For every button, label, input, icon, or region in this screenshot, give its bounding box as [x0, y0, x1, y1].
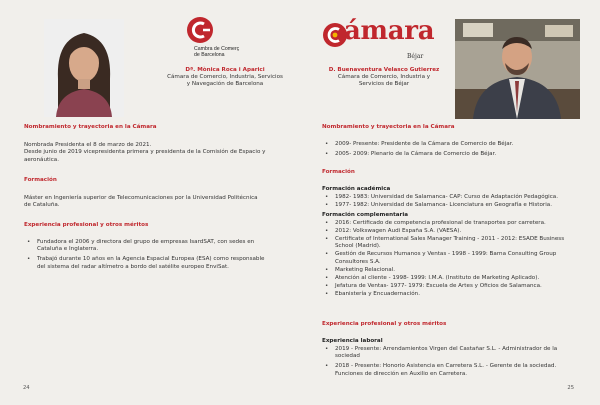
text-line: • 2019 - Presente: Arrendamientos Virgen del Castañar S.L. - Administrador de la	[335, 346, 558, 352]
text-line: • 2016: Certificado de competencia profesional de transportes por carretera.	[335, 220, 546, 226]
text-line: • Jefatura de Ventas- 1977- 1979: Escuela de Artes y Oficios de Salamanca.	[335, 282, 542, 289]
portrait-photo-left	[44, 19, 124, 117]
list-item	[322, 228, 584, 235]
text-line: • 1977- 1982: Universidad de Salamanca- Licenciatura en Geografía e Historia.	[335, 202, 552, 208]
list-item	[322, 275, 584, 282]
text-line: Cataluña e Inglaterra.	[37, 246, 99, 253]
section-title-appointment-left: Nombramiento y trayectoria en la Cámara	[24, 124, 157, 130]
text-line: del sistema del radar altímetro a bordo del satélite europeo EnviSat.	[37, 263, 229, 270]
section-title-experience-right: Experiencia profesional y otros méritos	[322, 321, 447, 327]
section-title-experience-left: Experiencia profesional y otros méritos	[24, 222, 149, 228]
role-line: y Navegación de Barcelona	[186, 81, 264, 88]
section-title-appointment-right: Nombramiento y trayectoria en la Cámara	[322, 124, 455, 130]
page-number-right: 25	[567, 385, 574, 391]
list-item	[322, 291, 584, 298]
education-text-left	[24, 195, 294, 210]
logo-city: Béjar	[407, 53, 424, 60]
text-line: Desde junio de 2019 vicepresidenta primera y presidenta de la Comisión de Espacio y	[24, 149, 266, 156]
list-item: • 2009- Presente: Presidente de la Cámara de Comercio de Béjar.	[322, 141, 584, 148]
logo-line-2: de Barcelona	[194, 52, 225, 58]
portrait-photo-right	[455, 19, 580, 119]
appointment-list-right	[322, 141, 584, 161]
list-item	[322, 267, 584, 274]
camara-bejar-logo	[322, 16, 452, 66]
academic-list	[322, 194, 584, 210]
text-line: • Trabajó durante 10 años en la Agencia Espacial Europea (ESA) como responsable	[37, 256, 265, 263]
experience-list-left	[24, 239, 294, 274]
role-line: Cámara de Comercio, Industria y	[337, 74, 431, 80]
person-name-left: Dª. Mònica Roca i Aparici	[185, 67, 265, 73]
logo-word: ámara	[344, 16, 435, 46]
text-line: • Certificate of International Sales Manager Training - 2011 - 2012: ESADE Business	[335, 236, 565, 242]
cambra-logo-icon	[186, 16, 214, 44]
text-line: School (Madrid).	[335, 243, 381, 250]
text-line: • 2018 - Presente: Honorio Asistencia en Carretera S.L. - Gerente de la sociedad.	[335, 363, 557, 370]
text-line: • Atención al cliente - 1998- 1999: I.M.A. (Instituto de Marketing Aplicado).	[335, 274, 540, 281]
role-line: Cámara de Comercio, Industria, Servicios	[167, 74, 283, 80]
logo-line-1: Cambra de Comerç	[194, 46, 240, 52]
list-item	[24, 256, 294, 271]
text-line: Funciones de dirección en Auxilio en Carretera.	[335, 370, 468, 377]
subsection-complementary: Formación complementaria	[322, 212, 409, 218]
text-line: • Gestión de Recursos Humanos y Ventas - 1998 - 1999: Barna Consulting Group	[335, 251, 557, 258]
list-item	[322, 283, 584, 290]
work-experience-list	[322, 346, 584, 381]
section-title-education-left: Formación	[24, 177, 57, 183]
text-line: • 2012: Volkswagen Audi España S.A. (VAESA).	[335, 228, 462, 234]
appointment-text-left	[24, 142, 294, 164]
text-line: aeronáutica.	[24, 156, 60, 163]
list-item	[322, 346, 584, 361]
section-title-education-right: Formación	[322, 169, 355, 175]
text-line: • Marketing Relacional.	[335, 266, 396, 273]
person-role-right	[318, 74, 450, 89]
text-line: • Fundadora el 2006 y directora del grupo de empresas IsardSAT, con sedes en	[37, 239, 255, 245]
list-item: • 2005- 2009: Plenario de la Cámara de Comercio de Béjar.	[322, 151, 584, 158]
text-line: Nombrada Presidenta el 8 de marzo de 2021.	[24, 142, 152, 148]
complementary-list	[322, 220, 584, 299]
list-item	[322, 363, 584, 378]
text-line: • Ebanistería y Encuadernación.	[335, 290, 420, 297]
page-number-left: 24	[23, 385, 30, 391]
list-item	[322, 251, 584, 266]
role-line: Servicios de Béjar	[358, 81, 410, 88]
list-item	[322, 220, 584, 227]
text-line: sociedad	[335, 353, 360, 360]
text-line: de Cataluña.	[24, 202, 60, 209]
list-item	[322, 236, 584, 251]
list-item	[24, 239, 294, 254]
list-item	[322, 202, 584, 209]
text-line: Consultores S.A.	[335, 258, 381, 265]
person-role-left	[150, 74, 300, 89]
text-line: Máster en Ingeniería superior de Telecomunicaciones por la Universidad Politécnica	[24, 195, 258, 201]
subsection-academic: Formación académica	[322, 186, 391, 192]
cambra-barcelona-logo	[180, 16, 260, 66]
text-line: • 1982- 1983: Universidad de Salamanca- CAP: Curso de Adaptación Pedagógica.	[335, 194, 559, 200]
person-name-right: D. Buenaventura Velasco Gutierrez	[328, 67, 440, 73]
list-item	[322, 194, 584, 201]
subsection-work: Experiencia laboral	[322, 338, 383, 344]
